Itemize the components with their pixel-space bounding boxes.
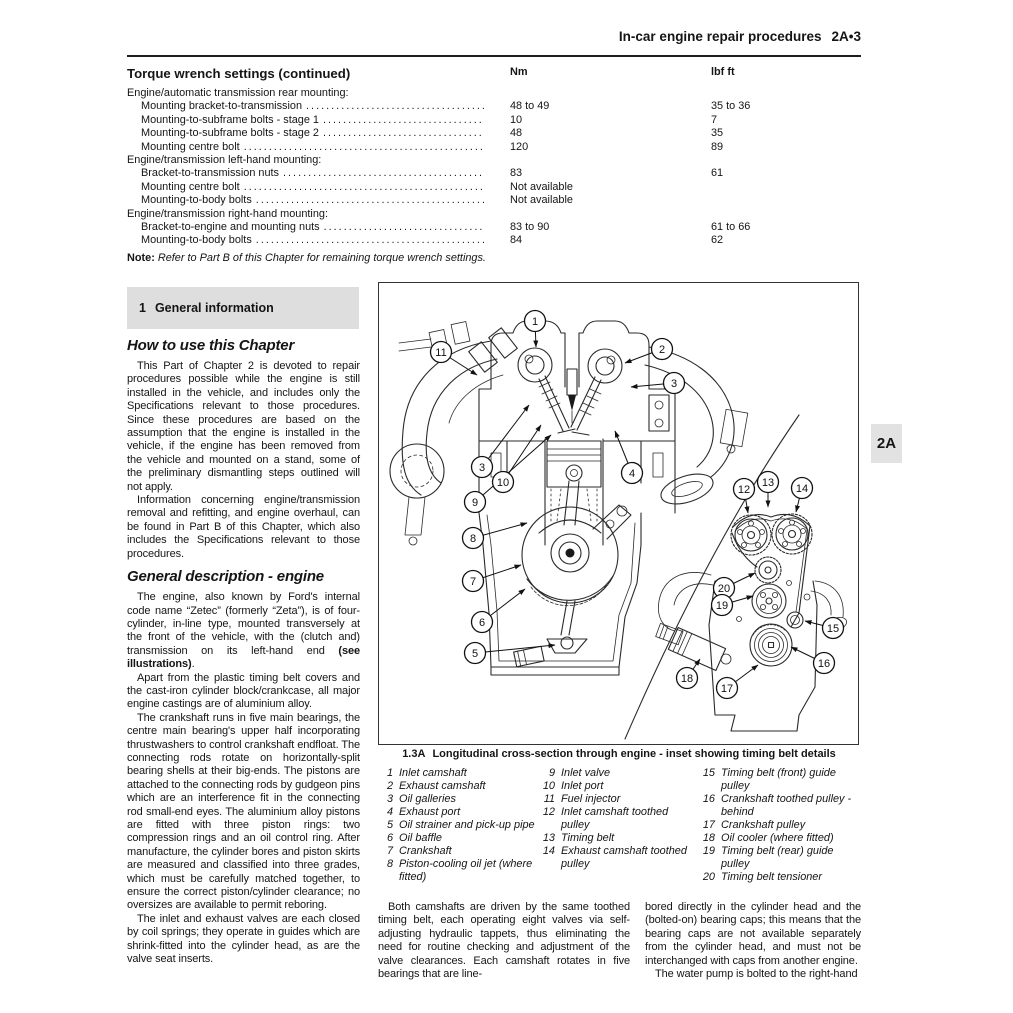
callout-3 (664, 373, 685, 394)
subheading-how-to-use: How to use this Chapter (127, 337, 295, 354)
figure-callouts (431, 311, 844, 699)
table-row: Bracket-to-engine and mounting nuts ..... 83 to 90 61 to 66 (127, 221, 861, 234)
column-header-nm: Nm (510, 66, 528, 78)
left-text-column (127, 337, 360, 966)
callout-3b (472, 457, 493, 478)
callout-16 (814, 653, 835, 674)
inset-timing-belt-drawing (656, 514, 849, 731)
legend-item: 4 Exhaust port (386, 806, 461, 818)
legend-item: 9 Inlet valve (548, 767, 611, 779)
callout-6 (472, 612, 493, 633)
page-header (127, 29, 861, 44)
note-text: Refer to Part B of this Chapter for remaining torque wrench settings. (157, 251, 486, 264)
svg-text:12: 12 (737, 484, 751, 496)
figure-number: 1.3A (402, 748, 426, 760)
how-to-paragraphs (127, 360, 360, 561)
paragraph: Both camshafts are driven by the same toothed timing belt, each operating eight valves via self-adjusting hydraulic tappets, thus eliminating the need for routine checking and adjustment of the valve clearances. Each camshaft rotates in five bearings that are line- (378, 901, 630, 981)
table-row: Engine/transmission right-hand mounting: (127, 207, 328, 220)
torque-table-title: Torque wrench settings (continued) (127, 66, 351, 81)
paragraph: bored directly in the cylinder head and the (bolted-on) bearing caps; this means that the bearing caps are not available separately from the cylinder head, and must not be interchanged with caps from another engine. (645, 901, 861, 967)
table-row: Mounting centre bolt ..... 120 89 (127, 141, 861, 154)
figure-caption (378, 748, 860, 760)
svg-text:2: 2 (658, 344, 666, 356)
legend-item: 1 Inlet camshaft (386, 767, 467, 779)
legend-item: 3 Oil galleries (386, 793, 456, 805)
svg-text:11: 11 (435, 347, 447, 359)
callout-8 (463, 528, 484, 549)
engine-diagram (379, 283, 857, 743)
paragraph: The water pump is bolted to the right-hand (655, 968, 858, 981)
legend-item: 18 Oil cooler (where fitted) (702, 832, 834, 844)
section-heading-general-information (127, 287, 359, 329)
callout-10 (493, 472, 514, 493)
callout-7 (463, 571, 484, 592)
main-engine-drawing (390, 321, 751, 675)
table-row: Engine/transmission left-hand mounting: (127, 154, 322, 167)
table-row: Mounting-to-body bolts ..... 84 62 (127, 234, 861, 247)
svg-text:15: 15 (826, 623, 840, 635)
figure-legend-column-3 (700, 767, 861, 884)
svg-text:10: 10 (496, 477, 510, 489)
svg-text:17: 17 (720, 683, 734, 695)
note-label: Note: (127, 251, 155, 264)
svg-text:7: 7 (469, 576, 477, 588)
callout-12 (734, 479, 755, 500)
figure-caption-text: Longitudinal cross-section through engine - inset showing timing belt details (432, 748, 836, 760)
legend-item: 13 Timing belt (542, 832, 615, 844)
svg-text:13: 13 (761, 477, 775, 489)
paragraph: This Part of Chapter 2 is devoted to repair procedures possible while the engine is still installed in the vehicle, and includes only the Specifications relevant to those procedures. Since these procedures are based on the assumption that the engine is installed in the vehicle, if the engine has been removed from the vehicle and mounted on a stand, some of the preliminary dismantling steps outlined will not apply. (127, 360, 360, 493)
paragraph: Information concerning engine/transmission removal and refitting, and engine overhaul, can be found in Part B of this Chapter, which also includes the Specifications relevant to those procedures. (127, 494, 360, 560)
table-row: Mounting-to-subframe bolts - stage 1 ..... 10 7 (127, 114, 861, 127)
page-header-title: In-car engine repair procedures (618, 29, 822, 44)
bottom-text-right-column (645, 901, 861, 981)
svg-text:14: 14 (795, 483, 809, 495)
svg-text:16: 16 (817, 658, 831, 670)
subheading-general-description: General description - engine (127, 568, 324, 586)
svg-text:9: 9 (471, 497, 479, 509)
svg-text:18: 18 (680, 673, 694, 685)
legend-item: 7 Crankshaft (386, 845, 452, 857)
callout-1 (525, 311, 546, 332)
legend-item: 14 Exhaust camshaft toothed pulley (542, 845, 687, 870)
section-number: 1 (139, 301, 146, 315)
bottom-text-left-column (378, 901, 630, 981)
svg-text:3: 3 (670, 378, 678, 390)
legend-item: 2 Exhaust camshaft (386, 780, 486, 792)
torque-table (127, 66, 861, 264)
svg-text:20: 20 (717, 583, 731, 595)
column-header-lbfft: lbf ft (711, 66, 735, 78)
page-number: 2A•3 (831, 29, 861, 44)
svg-text:6: 6 (478, 617, 486, 629)
callout-17 (717, 678, 738, 699)
legend-item: 11 Fuel injector (543, 793, 621, 805)
legend-item: 19 Timing belt (rear) guide pulley (702, 845, 834, 870)
general-description-paragraphs (127, 591, 360, 966)
paragraph: The crankshaft runs in five main bearings, the centre main bearing's upper half incorporating thrustwashers to control crankshaft endfloat. The connecting rods rotate on horizontally-split bearing shells at their big-ends. The pistons are attached to the connecting rods by gudgeon pins which are an interference fit in the connecting rod small-end eyes. The aluminium alloy pistons are fitted with three piston rings: two compression rings and an oil control ring. After manufacture, the cylinder bores and piston skirts are measured and classified into three grades, which must be carefully matched together, to ensure the correct piston/cylinder clearance; no oversizes are available to permit reboring. (127, 711, 360, 912)
svg-text:19: 19 (715, 600, 729, 612)
torque-table-header (127, 66, 861, 81)
figure-legend-column-1 (378, 767, 538, 884)
legend-item: 6 Oil baffle (386, 832, 442, 844)
legend-item: 15 Timing belt (front) guide pulley (702, 767, 836, 792)
svg-text:8: 8 (469, 533, 477, 545)
table-row: Mounting-to-subframe bolts - stage 2 ..... 48 35 (127, 127, 861, 140)
callout-13 (758, 472, 779, 493)
table-row: Mounting-to-body bolts ..... Not available (127, 194, 861, 207)
paragraph: The engine, also known by Ford's internal code name “Zetec” (formerly “Zeta”), is of four-cylinder, in-line type, mounted transversely at the front of the vehicle, with the (clutch and) transmission on its left-hand end (see illustrations). (127, 591, 360, 671)
table-row: Bracket-to-transmission nuts ..... 83 61 (127, 167, 861, 180)
legend-item: 20 Timing belt tensioner (702, 871, 822, 883)
paragraph: The inlet and exhaust valves are each closed by coil springs; they operate in guides which are shrink-fitted into the cylinder head, as are the valve seat inserts. (127, 912, 360, 966)
callout-18 (677, 668, 698, 689)
svg-text:4: 4 (628, 468, 636, 480)
callout-14 (792, 478, 813, 499)
section-title: General information (154, 301, 274, 315)
chapter-tab-label: 2A (876, 435, 897, 452)
callout-15 (823, 618, 844, 639)
callout-11 (431, 342, 452, 363)
table-row: Engine/automatic transmission rear mounting: (127, 87, 349, 99)
legend-item: 8 Piston-cooling oil jet (where fitted) (386, 858, 533, 883)
legend-item: 10 Inlet port (542, 780, 604, 792)
legend-item: 17 Crankshaft pulley (702, 819, 806, 831)
callout-19 (712, 595, 733, 616)
chapter-tab-2A (871, 424, 902, 463)
svg-text:5: 5 (471, 648, 479, 660)
table-row: Mounting bracket-to-transmission ..... 48 to 49 35 to 36 (127, 100, 861, 113)
table-row: Mounting centre bolt ..... Not available (127, 181, 861, 194)
legend-item: 5 Oil strainer and pick-up pipe (386, 819, 535, 831)
legend-item: 16 Crankshaft toothed pulley - behind (702, 793, 852, 818)
callout-2 (652, 339, 673, 360)
figure-legend-column-2 (540, 767, 692, 871)
paragraph: Apart from the plastic timing belt covers and the cast-iron cylinder block/crankcase, all major engine castings are of aluminium alloy. (127, 671, 360, 711)
table-note (127, 252, 861, 264)
svg-text:1: 1 (531, 316, 539, 328)
callout-9 (465, 492, 486, 513)
figure-engine-cross-section (378, 282, 859, 745)
svg-text:3: 3 (478, 462, 486, 474)
callout-5 (465, 643, 486, 664)
legend-item: 12 Inlet camshaft toothed pulley (542, 806, 669, 831)
header-rule (127, 55, 861, 57)
callout-4 (622, 463, 643, 484)
